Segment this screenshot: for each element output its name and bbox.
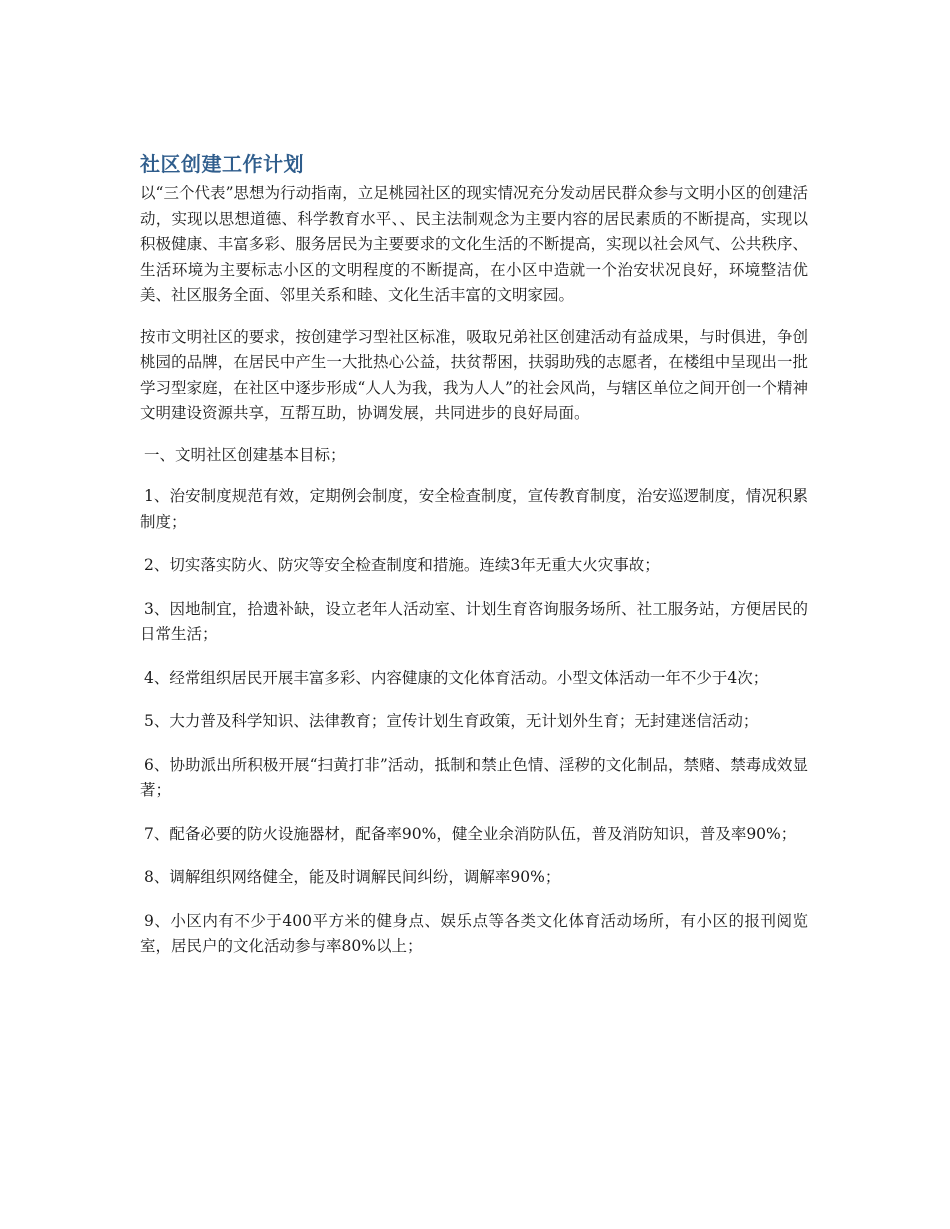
document-page — [140, 150, 808, 978]
goal-item-9: 9、小区内有不少于400平方米的健身点、娱乐点等各类文化体育活动场所，有小区的报刊阅览室，居民户的文化活动参与率80%以上； — [140, 911, 808, 955]
goal-item-3: 3、因地制宜，拾遗补缺，设立老年人活动室、计划生育咨询服务场所、社工服务站，方便居民的日常生活； — [140, 599, 808, 643]
document-title: 社区创建工作计划 — [140, 152, 304, 176]
goal-item-5: 5、大力普及科学知识、法律教育；宣传计划生育政策，无计划外生育；无封建迷信活动； — [144, 712, 759, 730]
goal-item-6: 6、协助派出所积极开展“扫黄打非”活动，抵制和禁止色情、淫秽的文化制品，禁赌、禁毒成效显著； — [140, 755, 808, 799]
goal-item-1: 1、治安制度规范有效，定期例会制度，安全检查制度，宣传教育制度，治安巡逻制度，情况积累制度； — [140, 487, 808, 531]
goal-item-4: 4、经常组织居民开展丰富多彩、内容健康的文化体育活动。小型文体活动一年不少于4次； — [144, 668, 769, 687]
section-heading: 一、文明社区创建基本目标； — [144, 445, 346, 464]
intro-paragraph-1: 以“三个代表”思想为行动指南，立足桃园社区的现实情况充分发动居民群众参与文明小区的创建活动，实现以思想道德、科学教育水平、、民主法制观念为主要内容的居民素质的不断提高，实现以积极健康、丰富多彩、服务居民为主要要求的文化生活的不断提高，实现以社会风气、公共秩序、生活环境为主要标志小区的文明程度的不断提高，在小区中造就一个治安状况良好，环境整洁优美、社区服务全面、邻里关系和睦、文化生活丰富的文明家园。 — [140, 184, 808, 304]
goal-item-7: 7、配备必要的防火设施器材，配备率90%，健全业余消防队伍，普及消防知识，普及率90%； — [144, 824, 797, 843]
goal-item-8: 8、调解组织网络健全，能及时调解民间纠纷，调解率90%； — [144, 868, 561, 886]
goal-item-2: 2、切实落实防火、防灾等安全检查制度和措施。连续3年无重大火灾事故； — [144, 556, 660, 574]
intro-paragraph-2: 按市文明社区的要求，按创建学习型社区标准，吸取兄弟社区创建活动有益成果，与时俱进，争创桃园的品牌，在居民中产生一大批热心公益，扶贫帮困，扶弱助残的志愿者，在楼组中呈现出一批学习型家庭，在社区中逐步形成“人人为我，我为人人”的社会风尚，与辖区单位之间开创一个精神文明建设资源共享，互帮互助，协调发展，共同进步的良好局面。 — [140, 327, 808, 422]
